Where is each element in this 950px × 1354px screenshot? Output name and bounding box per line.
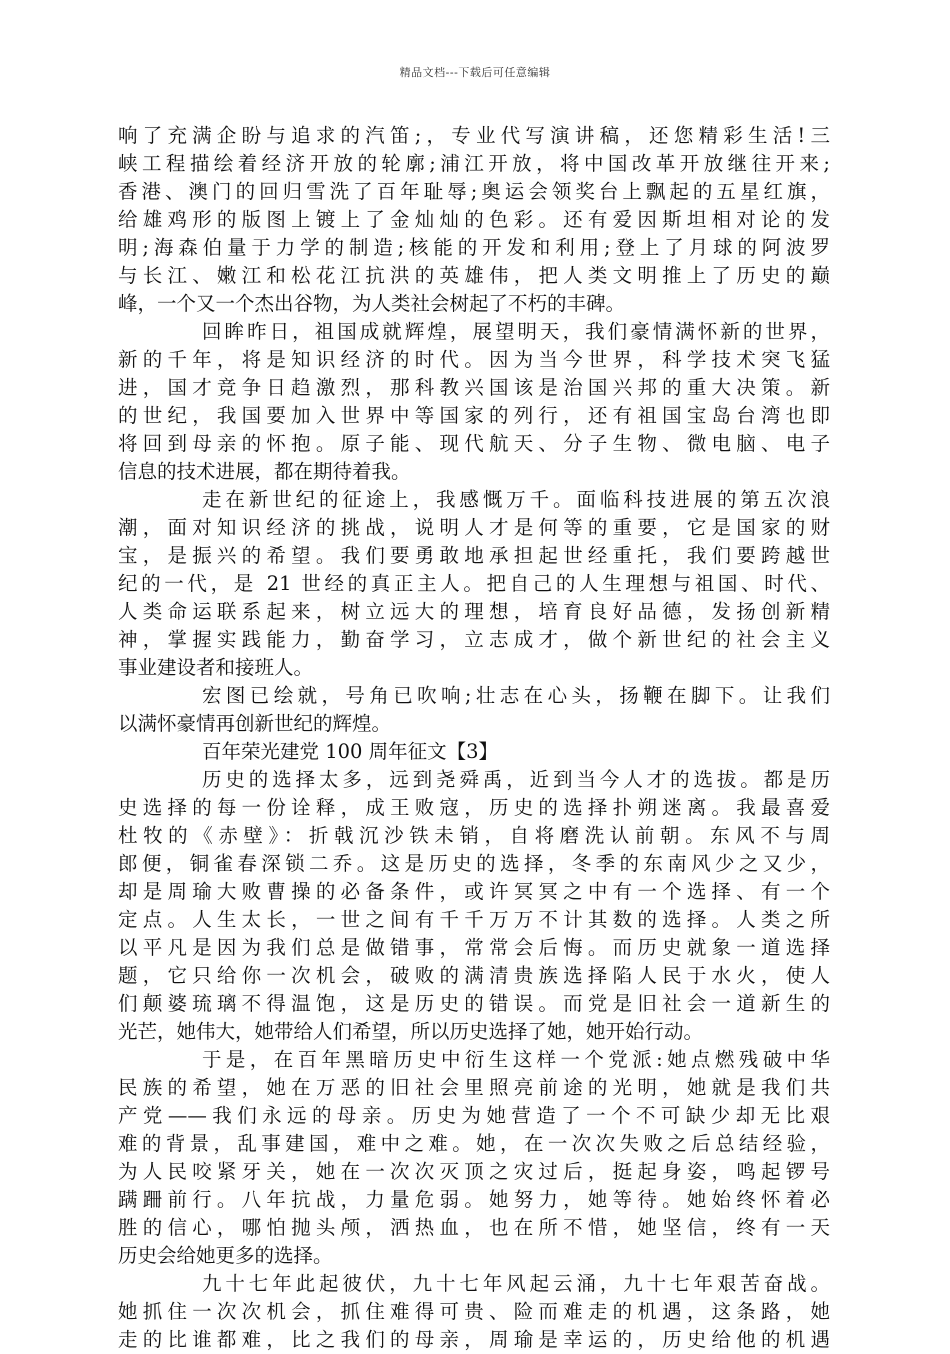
text-line: 蹒跚前行。八年抗战，力量危弱。她努力，她等待。她始终怀着必 (118, 1188, 830, 1211)
text-line: 杜牧的《赤壁》：折戟沉沙铁未销，自将磨洗认前朝。东风不与周 (118, 824, 830, 847)
text-line: 光芒，她伟大，她带给人们希望，所以历史选择了她，她开始行动。 (118, 1020, 704, 1043)
text-line: 九十七年此起彼伏，九十七年风起云涌，九十七年艰苦奋战。 (202, 1272, 830, 1295)
text-line: 郎便，铜雀春深锁二乔。这是历史的选择，冬季的东南风少之又少， (118, 852, 830, 875)
text-line: 历史的选择太多，远到尧舜禹，近到当今人才的选拔。都是历 (202, 768, 830, 791)
text-line: 走的比谁都难，比之我们的母亲，周瑜是幸运的，历史给他的机遇 (118, 1328, 830, 1351)
text-line: 与长江、嫩江和松花江抗洪的英雄伟，把人类文明推上了历史的巅 (118, 264, 830, 287)
text-line: 产党——我们永远的母亲。历史为她营造了一个不可缺少却无比艰 (118, 1104, 830, 1127)
text-line: 人类命运联系起来，树立远大的理想，培育良好品德，发扬创新精 (118, 600, 830, 623)
text-line: 宝，是振兴的希望。我们要勇敢地承担起世经重托，我们要跨越世 (118, 544, 830, 567)
text-line: 却是周瑜大败曹操的必备条件，或许冥冥之中有一个选择、有一个 (118, 880, 830, 903)
text-line: 信息的技术进展，都在期待着我。 (118, 460, 411, 483)
text-line: 以满怀豪情再创新世纪的辉煌。 (118, 712, 392, 735)
text-line: 题，它只给你一次机会，破败的满清贵族选择陷人民于水火，使人 (118, 964, 830, 987)
text-line: 难的背景，乱事建国，难中之难。她，在一次次失败之后总结经验， (118, 1132, 830, 1155)
page-header: 精品文档---下载后可任意编辑 (399, 66, 551, 79)
text-line: 走在新世纪的征途上，我感慨万千。面临科技进展的第五次浪 (202, 488, 830, 511)
text-line: 峰，一个又一个杰出谷物，为人类社会树起了不朽的丰碑。 (118, 292, 626, 315)
text-line: 回眸昨日，祖国成就辉煌，展望明天，我们豪情满怀新的世界， (202, 320, 830, 343)
text-line: 潮，面对知识经济的挑战，说明人才是何等的重要，它是国家的财 (118, 516, 830, 539)
text-line: 进，国才竞争日趋激烈，那科教兴国该是治国兴邦的重大决策。新 (118, 376, 830, 399)
text-line: 将回到母亲的怀抱。原子能、现代航天、分子生物、微电脑、电子 (118, 432, 830, 455)
text-line: 香港、澳门的回归雪洗了百年耻辱;奥运会领奖台上飘起的五星红旗， (118, 180, 830, 203)
text-line: 事业建设者和接班人。 (118, 656, 314, 679)
text-line: 民族的希望，她在万恶的旧社会里照亮前途的光明，她就是我们共 (118, 1076, 830, 1099)
text-line: 于是，在百年黑暗历史中衍生这样一个党派:她点燃残破中华 (202, 1048, 830, 1071)
text-line: 们颠婆琉璃不得温饱，这是历史的错误。而党是旧社会一道新生的 (118, 992, 830, 1015)
text-line: 新的千年，将是知识经济的时代。因为当今世界，科学技术突飞猛 (118, 348, 830, 371)
text-line: 给雄鸡形的版图上镀上了金灿灿的色彩。还有爱因斯坦相对论的发 (118, 208, 830, 231)
text-line: 百年荣光建党 100 周年征文【3】 (202, 740, 499, 763)
text-line: 的世纪，我国要加入世界中等国家的列行，还有祖国宝岛台湾也即 (118, 404, 830, 427)
text-line: 纪的一代，是 21 世经的真正主人。把自己的人生理想与祖国、时代、 (118, 572, 830, 595)
text-line: 神，掌握实践能力，勤奋学习，立志成才，做个新世纪的社会主义 (118, 628, 830, 651)
text-line: 以平凡是因为我们总是做错事，常常会后悔。而历史就象一道选择 (118, 936, 830, 959)
text-line: 历史会给她更多的选择。 (118, 1244, 333, 1267)
text-line: 她抓住一次次机会，抓住难得可贵、险而难走的机遇，这条路，她 (118, 1300, 830, 1323)
text-line: 明;海森伯量于力学的制造;核能的开发和利用;登上了月球的阿波罗 (118, 236, 830, 259)
text-line: 宏图已绘就，号角已吹响;壮志在心头，扬鞭在脚下。让我们 (202, 684, 830, 707)
text-line: 史选择的每一份诠释，成王败寇，历史的选择扑朔迷离。我最喜爱 (118, 796, 830, 819)
text-line: 响了充满企盼与追求的汽笛;，专业代写演讲稿，还您精彩生活!三 (118, 124, 830, 147)
text-line: 定点。人生太长，一世之间有千千万万不计其数的选择。人类之所 (118, 908, 830, 931)
text-line: 胜的信心，哪怕抛头颅，洒热血，也在所不惜，她坚信，终有一天 (118, 1216, 830, 1239)
text-line: 峡工程描绘着经济开放的轮廓;浦江开放，将中国改革开放继往开来; (118, 152, 830, 175)
document-body (118, 122, 830, 1354)
text-line: 为人民咬紧牙关，她在一次次灭顶之灾过后，挺起身姿，鸣起锣号 (118, 1160, 830, 1183)
